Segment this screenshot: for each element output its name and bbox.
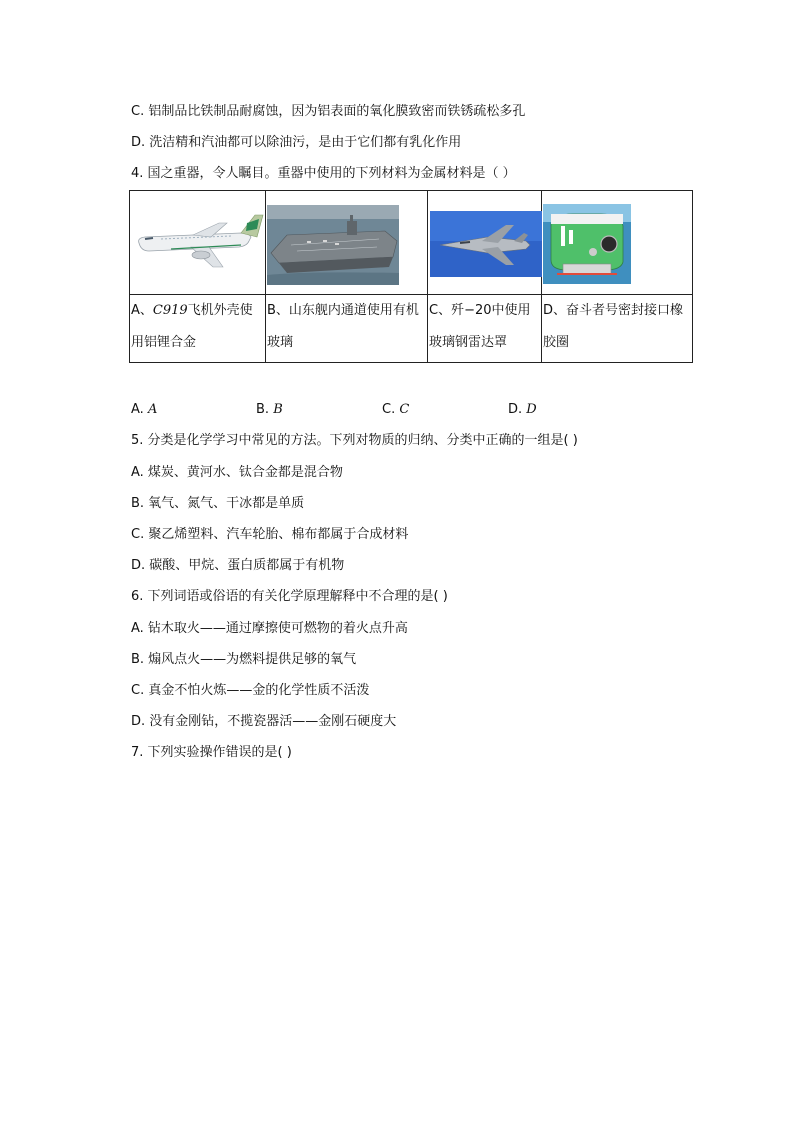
answer-option-d: D. D <box>508 402 537 417</box>
materials-table <box>129 190 693 363</box>
j20-fighter-image <box>428 191 542 295</box>
q5-option-a: A. 煤炭、黄河水、钛合金都是混合物 <box>131 465 343 480</box>
answer-option-a: A. A <box>131 402 158 417</box>
c919-airplane-image <box>130 191 266 295</box>
q6-option-b: B. 煽风点火——为燃料提供足够的氧气 <box>131 652 357 667</box>
q6-option-d: D. 没有金刚钻，不揽瓷器活——金刚石硬度大 <box>131 714 397 729</box>
question-4-options <box>131 401 691 419</box>
q5-option-c: C. 聚乙烯塑料、汽车轮胎、棉布都属于合成材料 <box>131 527 409 542</box>
fendouzhe-submersible-image <box>542 191 693 295</box>
option-a-cell: A、C919飞机外壳使 用铝锂合金 <box>130 295 266 363</box>
question-6-stem: 6. 下列词语或俗语的有关化学原理解释中不合理的是( ) <box>131 589 448 604</box>
option-c-cell: C、歼−20中使用 玻璃钢雷达罩 <box>428 295 542 363</box>
q5-option-d: D. 碳酸、甲烷、蛋白质都属于有机物 <box>131 558 345 573</box>
option-d-cell: D、奋斗者号密封接口橡 胶圈 <box>542 295 693 363</box>
answer-option-b: B. B <box>256 402 283 417</box>
answer-option-c: C. C <box>382 402 410 417</box>
q6-option-a: A. 钻木取火——通过摩擦使可燃物的着火点升高 <box>131 621 408 636</box>
q6-option-c: C. 真金不怕火炼——金的化学性质不活泼 <box>131 683 370 698</box>
q3-option-d: D. 洗洁精和汽油都可以除油污，是由于它们都有乳化作用 <box>131 135 462 150</box>
question-4-stem: 4. 国之重器，令人瞩目。重器中使用的下列材料为金属材料是（ ） <box>131 166 516 181</box>
question-5-stem: 5. 分类是化学学习中常见的方法。下列对物质的归纳、分类中正确的一组是( ) <box>131 433 578 448</box>
question-7-stem: 7. 下列实验操作错误的是( ) <box>131 745 292 760</box>
q3-option-c: C. 铝制品比铁制品耐腐蚀，因为铝表面的氧化膜致密而铁锈疏松多孔 <box>131 104 526 119</box>
q5-option-b: B. 氧气、氮气、干冰都是单质 <box>131 496 305 511</box>
aircraft-carrier-image <box>266 191 428 295</box>
option-b-cell: B、山东舰内通道使用有机 玻璃 <box>266 295 428 363</box>
